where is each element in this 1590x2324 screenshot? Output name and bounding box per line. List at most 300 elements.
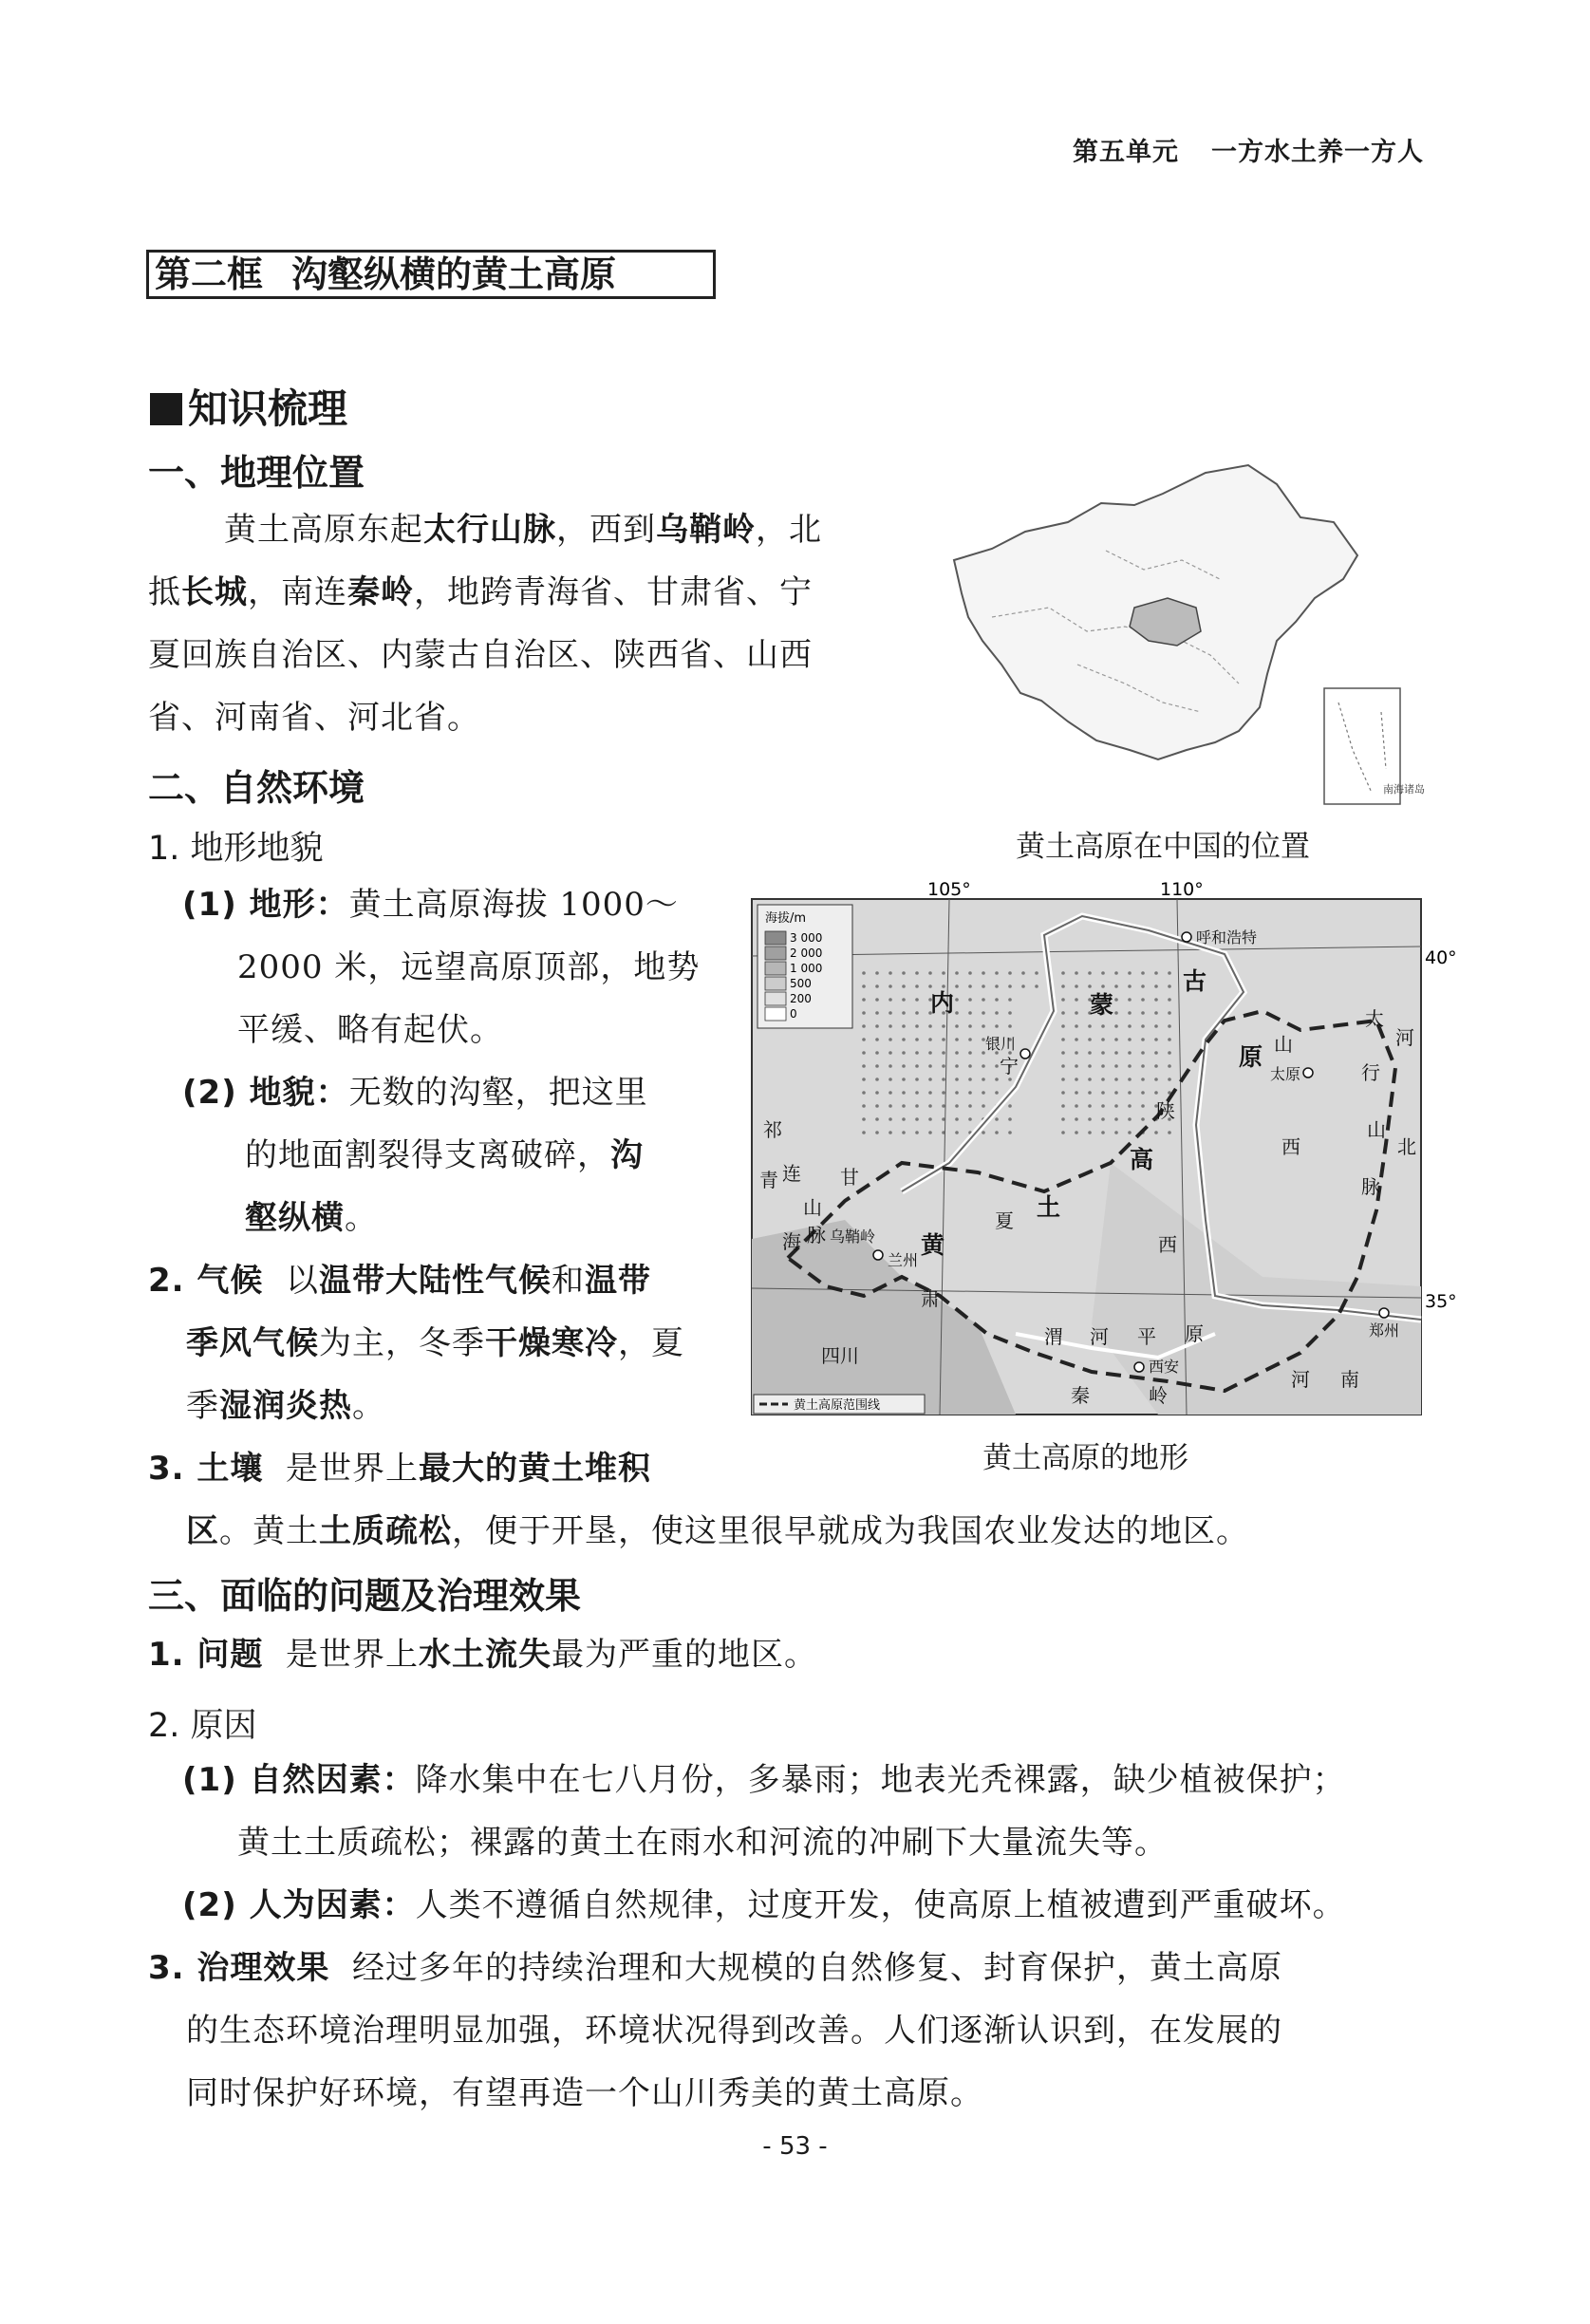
landform-line-2: 2000 米，远望高原顶部，地势	[237, 948, 701, 986]
desert-dot	[875, 1024, 879, 1028]
unit-title: 一方水土养一方人	[1211, 138, 1424, 167]
desert-dot	[1114, 1131, 1118, 1134]
label-shaanxi-1: 陕	[1156, 1099, 1175, 1122]
desert-dot	[1088, 1104, 1092, 1108]
desert-dot	[955, 1117, 959, 1121]
desert-dot	[1101, 1024, 1105, 1028]
label-sichuan: 四川	[821, 1344, 859, 1367]
page-number: - 53 -	[762, 2132, 828, 2161]
relief-line-1: (2) 地貌：无数的沟壑，把这里	[182, 1074, 648, 1112]
desert-dot	[915, 984, 919, 988]
desert-dot	[862, 1104, 866, 1108]
desert-dot	[889, 1104, 892, 1108]
desert-dot	[1154, 1011, 1158, 1015]
label-yuan: 原	[1239, 1043, 1263, 1071]
desert-dot	[902, 998, 906, 1002]
label-taihang-3: 山	[1367, 1118, 1386, 1141]
desert-dot	[1101, 1131, 1105, 1134]
china-location-map	[935, 465, 1433, 816]
desert-dot	[1061, 998, 1065, 1002]
desert-dot	[968, 984, 972, 988]
desert-dot	[1061, 1011, 1065, 1015]
desert-dot	[862, 971, 866, 975]
climate-line-1: 2. 气候 以温带大陆性气候和温带	[148, 1262, 652, 1300]
label-qinling-1: 秦	[1071, 1384, 1090, 1407]
desert-dot	[889, 1038, 892, 1041]
lon-105-label: 105°	[927, 879, 971, 900]
desert-dot	[955, 1051, 959, 1055]
desert-dot	[1075, 1051, 1078, 1055]
desert-dot	[942, 1038, 945, 1041]
legend-level-label: 1 000	[790, 962, 823, 975]
desert-dot	[1008, 1024, 1012, 1028]
heading-causes: 2. 原因	[148, 1707, 257, 1745]
desert-dot	[889, 1064, 892, 1068]
desert-dot	[889, 1091, 892, 1095]
desert-dot	[982, 1131, 985, 1134]
desert-dot	[1075, 1131, 1078, 1134]
desert-dot	[1061, 1091, 1065, 1095]
desert-dot	[995, 1011, 999, 1015]
desert-dot	[1168, 1011, 1171, 1015]
desert-dot	[928, 1104, 932, 1108]
desert-dot	[1141, 998, 1145, 1002]
climate-line-3: 季湿润炎热。	[186, 1387, 385, 1425]
desert-dot	[1128, 1011, 1132, 1015]
desert-dot	[942, 1091, 945, 1095]
desert-dot	[955, 1078, 959, 1081]
desert-dot	[875, 1038, 879, 1041]
desert-dot	[1114, 1078, 1118, 1081]
lesson-title-a: 第二框	[155, 253, 264, 295]
label-tu: 土	[1037, 1193, 1061, 1221]
desert-dot	[1101, 1117, 1105, 1121]
label-henan-2: 南	[1340, 1368, 1359, 1391]
desert-dot	[982, 998, 985, 1002]
landform-line-3: 平缓、略有起伏。	[237, 1011, 503, 1049]
label-hebei-1: 河	[1395, 1026, 1414, 1049]
desert-dot	[982, 1104, 985, 1108]
desert-dot	[1141, 1024, 1145, 1028]
desert-dot	[1128, 971, 1132, 975]
desert-dot	[968, 1104, 972, 1108]
desert-dot	[1101, 1051, 1105, 1055]
desert-dot	[1114, 998, 1118, 1002]
desert-dot	[1128, 1104, 1132, 1108]
heading-environment: 二、自然环境	[148, 767, 365, 809]
desert-dot	[1061, 984, 1065, 988]
desert-dot	[1128, 1064, 1132, 1068]
city-zhengzhou: 郑州	[1369, 1321, 1400, 1340]
label-weihe-1: 渭	[1044, 1325, 1063, 1348]
city-taiyuan: 太原	[1270, 1065, 1301, 1083]
desert-dot	[1075, 1078, 1078, 1081]
desert-dot	[915, 1104, 919, 1108]
desert-dot	[875, 1091, 879, 1095]
desert-dot	[1061, 1104, 1065, 1108]
desert-dot	[1168, 984, 1171, 988]
label-huang: 黄	[921, 1231, 945, 1259]
desert-dot	[1154, 984, 1158, 988]
desert-dot	[1141, 1064, 1145, 1068]
desert-dot	[942, 971, 945, 975]
desert-dot	[889, 998, 892, 1002]
heading-problems: 三、面临的问题及治理效果	[148, 1575, 582, 1617]
desert-dot	[982, 1091, 985, 1095]
label-gansu-2: 肃	[921, 1287, 940, 1310]
desert-dot	[1075, 971, 1078, 975]
legend-swatch	[765, 977, 786, 990]
effect-line-2: 的生态环境治理明显加强，环境状况得到改善。人们逐渐认识到，在发展的	[186, 2012, 1282, 2050]
desert-dot	[875, 971, 879, 975]
legend-level-label: 3 000	[790, 931, 823, 945]
desert-dot	[862, 1078, 866, 1081]
square-bullet-icon	[150, 393, 182, 425]
desert-dot	[1061, 971, 1065, 975]
legend-boundary-text: 黄土高原范围线	[794, 1398, 881, 1413]
desert-dot	[1008, 998, 1012, 1002]
desert-dot	[1088, 971, 1092, 975]
label-nei: 内	[930, 989, 955, 1017]
location-line-1: 黄土高原东起太行山脉，西到乌鞘岭，北	[224, 511, 822, 549]
desert-dot	[982, 984, 985, 988]
legend-swatch	[765, 946, 786, 960]
desert-dot	[1141, 1104, 1145, 1108]
label-qinghai-1: 青	[759, 1169, 778, 1191]
desert-dot	[1128, 998, 1132, 1002]
legend-swatch	[765, 931, 786, 945]
desert-dot	[968, 1117, 972, 1121]
desert-dot	[968, 1038, 972, 1041]
desert-dot	[1141, 1038, 1145, 1041]
desert-dot	[955, 1064, 959, 1068]
desert-dot	[968, 1064, 972, 1068]
desert-dot	[1114, 1011, 1118, 1015]
desert-dot	[889, 984, 892, 988]
climate-line-2: 季风气候为主，冬季干燥寒冷，夏	[186, 1324, 684, 1362]
human-cause-line: (2) 人为因素：人类不遵循自然规律，过度开发，使高原上植被遭到严重破坏。	[182, 1886, 1346, 1924]
desert-dot	[902, 1038, 906, 1041]
desert-dot	[1154, 998, 1158, 1002]
desert-dot	[915, 1011, 919, 1015]
map2-caption: 黄土高原的地形	[982, 1441, 1188, 1475]
desert-dot	[942, 1104, 945, 1108]
desert-dot	[875, 1011, 879, 1015]
desert-dot	[968, 1051, 972, 1055]
lon-110-label: 110°	[1160, 879, 1204, 900]
section-heading	[150, 378, 347, 435]
desert-dot	[968, 998, 972, 1002]
desert-dot	[1101, 1064, 1105, 1068]
label-ningxia-1: 宁	[1000, 1055, 1019, 1078]
natural-cause-line-1: (1) 自然因素：降水集中在七八月份，多暴雨；地表光秃裸露，缺少植被保护；	[182, 1761, 1346, 1799]
legend-level-label: 0	[790, 1007, 797, 1021]
desert-dot	[902, 971, 906, 975]
lesson-title-b: 沟壑纵横的黄土高原	[291, 253, 617, 295]
label-taihang-2: 行	[1361, 1061, 1380, 1084]
desert-dot	[1088, 1091, 1092, 1095]
desert-dot	[1101, 1104, 1105, 1108]
relief-line-2: 的地面割裂得支离破碎，沟	[245, 1136, 644, 1174]
desert-dot	[902, 1091, 906, 1095]
desert-dot	[875, 1078, 879, 1081]
loess-terrain-map	[731, 878, 1457, 1429]
label-taihang-1: 太	[1365, 1007, 1384, 1030]
legend-level-label: 500	[790, 977, 812, 990]
desert-dot	[995, 1064, 999, 1068]
desert-dot	[942, 1051, 945, 1055]
label-qilian-1: 祁	[763, 1118, 782, 1141]
desert-dot	[1075, 1011, 1078, 1015]
inset-label: 南海诸岛	[1383, 783, 1425, 796]
desert-dot	[955, 998, 959, 1002]
desert-dot	[1088, 1117, 1092, 1121]
desert-dot	[862, 1131, 866, 1134]
lat-40-label: 40°	[1425, 947, 1457, 968]
effect-line-1: 3. 治理效果 经过多年的持续治理和大规模的自然修复、封育保护，黄土高原	[148, 1949, 1283, 1987]
problem-line: 1. 问题 是世界上水土流失最为严重的地区。	[148, 1636, 818, 1674]
label-qinling-2: 岭	[1149, 1384, 1168, 1407]
desert-dot	[1114, 1038, 1118, 1041]
desert-dot	[1114, 1051, 1118, 1055]
desert-dot	[1154, 1038, 1158, 1041]
desert-dot	[915, 1024, 919, 1028]
label-henan-1: 河	[1291, 1368, 1310, 1391]
desert-dot	[1168, 1131, 1171, 1134]
legend-level-label: 200	[790, 992, 812, 1005]
desert-dot	[1088, 1064, 1092, 1068]
desert-dot	[875, 1051, 879, 1055]
desert-dot	[902, 1131, 906, 1134]
desert-dot	[1101, 1078, 1105, 1081]
desert-dot	[1035, 971, 1038, 975]
city-huhehaote: 呼和浩特	[1196, 928, 1258, 946]
desert-dot	[955, 971, 959, 975]
desert-dot	[889, 1051, 892, 1055]
section-heading-text: 知识梳理	[188, 385, 348, 432]
lat-35-label: 35°	[1425, 1291, 1457, 1312]
desert-dot	[1008, 971, 1012, 975]
desert-dot	[1154, 1051, 1158, 1055]
map1-caption: 黄土高原在中国的位置	[1016, 830, 1310, 864]
desert-dot	[1101, 1038, 1105, 1041]
desert-dot	[955, 1011, 959, 1015]
desert-dot	[955, 984, 959, 988]
label-gu: 古	[1183, 967, 1207, 995]
desert-dot	[1154, 1078, 1158, 1081]
label-weihe-plain-2: 原	[1185, 1322, 1204, 1345]
desert-dot	[928, 1078, 932, 1081]
desert-dot	[915, 1038, 919, 1041]
desert-dot	[1088, 984, 1092, 988]
label-shanxi-1: 山	[1274, 1033, 1293, 1056]
desert-dot	[1061, 1078, 1065, 1081]
desert-dot	[1114, 1064, 1118, 1068]
desert-dot	[982, 1024, 985, 1028]
desert-dot	[1128, 1117, 1132, 1121]
desert-dot	[915, 998, 919, 1002]
desert-dot	[1128, 1078, 1132, 1081]
desert-dot	[1061, 1131, 1065, 1134]
desert-dot	[982, 1064, 985, 1068]
legend-title: 海拔/m	[765, 911, 807, 926]
desert-dot	[875, 998, 879, 1002]
desert-dot	[1061, 1051, 1065, 1055]
desert-dot	[1114, 1104, 1118, 1108]
desert-dot	[915, 1131, 919, 1134]
lesson-title-box	[146, 250, 716, 299]
elevation-legend	[758, 905, 852, 1028]
desert-dot	[875, 1064, 879, 1068]
desert-dot	[1141, 1078, 1145, 1081]
desert-dot	[1114, 971, 1118, 975]
label-weihe-plain-1: 平	[1137, 1325, 1156, 1348]
unit-number: 第五单元	[1073, 138, 1179, 167]
city-lanzhou: 兰州	[888, 1251, 919, 1269]
desert-dot	[1008, 1104, 1012, 1108]
desert-dot	[862, 1011, 866, 1015]
desert-dot	[928, 984, 932, 988]
desert-dot	[982, 1078, 985, 1081]
desert-dot	[1101, 971, 1105, 975]
desert-dot	[1168, 1078, 1171, 1081]
desert-dot	[862, 1064, 866, 1068]
desert-dot	[1128, 984, 1132, 988]
desert-dot	[902, 984, 906, 988]
desert-dot	[902, 1064, 906, 1068]
desert-dot	[1088, 1051, 1092, 1055]
desert-dot	[995, 1024, 999, 1028]
label-qilian-2: 连	[782, 1162, 801, 1185]
desert-dot	[1061, 1024, 1065, 1028]
desert-dot	[1141, 971, 1145, 975]
desert-dot	[1141, 1091, 1145, 1095]
heading-location: 一、地理位置	[148, 452, 365, 494]
desert-dot	[1008, 1078, 1012, 1081]
desert-dot	[928, 1131, 932, 1134]
desert-dot	[889, 1078, 892, 1081]
desert-dot	[1021, 984, 1025, 988]
desert-dot	[1154, 1091, 1158, 1095]
soil-line-2: 区。黄土土质疏松，便于开垦，使这里很早就成为我国农业发达的地区。	[186, 1512, 1249, 1550]
desert-dot	[1141, 1117, 1145, 1121]
desert-dot	[1075, 998, 1078, 1002]
desert-dot	[915, 1078, 919, 1081]
desert-dot	[1088, 1024, 1092, 1028]
desert-dot	[995, 1131, 999, 1134]
label-taihang-4: 脉	[1361, 1175, 1380, 1198]
desert-dot	[928, 1051, 932, 1055]
desert-dot	[955, 1131, 959, 1134]
desert-dot	[982, 971, 985, 975]
desert-dot	[1168, 1024, 1171, 1028]
desert-dot	[995, 1117, 999, 1121]
heading-landform: 1. 地形地貌	[148, 830, 324, 868]
desert-dot	[915, 1117, 919, 1121]
desert-dot	[1168, 1038, 1171, 1041]
desert-dot	[902, 1051, 906, 1055]
desert-dot	[968, 1078, 972, 1081]
desert-dot	[1114, 1117, 1118, 1121]
desert-dot	[995, 1091, 999, 1095]
desert-dot	[982, 1011, 985, 1015]
desert-dot	[1075, 1104, 1078, 1108]
desert-dot	[995, 1078, 999, 1081]
desert-dot	[1128, 1051, 1132, 1055]
desert-dot	[955, 1091, 959, 1095]
desert-dot	[1061, 1117, 1065, 1121]
desert-dot	[942, 1064, 945, 1068]
desert-dot	[1168, 1051, 1171, 1055]
desert-dot	[1114, 984, 1118, 988]
desert-dot	[875, 1117, 879, 1121]
desert-dot	[862, 998, 866, 1002]
desert-dot	[1128, 1038, 1132, 1041]
desert-dot	[915, 1064, 919, 1068]
desert-dot	[889, 1131, 892, 1134]
legend-swatch	[765, 992, 786, 1005]
desert-dot	[1008, 984, 1012, 988]
desert-dot	[928, 1024, 932, 1028]
desert-dot	[942, 984, 945, 988]
desert-dot	[1075, 1091, 1078, 1095]
boundary-legend	[754, 1395, 925, 1414]
desert-dot	[1075, 1064, 1078, 1068]
desert-dot	[1101, 1091, 1105, 1095]
desert-dot	[862, 1024, 866, 1028]
label-shaanxi-2: 西	[1158, 1233, 1177, 1256]
desert-dot	[968, 1011, 972, 1015]
desert-dot	[889, 1011, 892, 1015]
desert-dot	[1154, 1024, 1158, 1028]
desert-dot	[1021, 971, 1025, 975]
desert-dot	[915, 971, 919, 975]
legend-swatch	[765, 1007, 786, 1021]
location-line-4: 省、河南省、河北省。	[148, 699, 480, 737]
desert-dot	[1141, 1051, 1145, 1055]
city-xian: 西安	[1149, 1358, 1180, 1376]
desert-dot	[1008, 1131, 1012, 1134]
label-wushaoling: 乌鞘岭	[830, 1228, 876, 1246]
desert-dot	[902, 1078, 906, 1081]
desert-dot	[942, 1078, 945, 1081]
desert-dot	[1075, 1024, 1078, 1028]
desert-dot	[875, 1131, 879, 1134]
desert-dot	[889, 1024, 892, 1028]
desert-dot	[1128, 1131, 1132, 1134]
desert-dot	[902, 1104, 906, 1108]
legend-swatch	[765, 962, 786, 975]
desert-dot	[1154, 1131, 1158, 1134]
desert-dot	[1168, 998, 1171, 1002]
desert-dot	[968, 1024, 972, 1028]
desert-dot	[1141, 984, 1145, 988]
desert-dot	[1168, 971, 1171, 975]
desert-dot	[915, 1051, 919, 1055]
desert-dot	[928, 971, 932, 975]
natural-cause-line-2: 黄土土质疏松；裸露的黄土在雨水和河流的冲刷下大量流失等。	[237, 1824, 1168, 1862]
label-qinghai-2: 海	[782, 1230, 801, 1253]
label-meng: 蒙	[1090, 991, 1114, 1019]
desert-dot	[1075, 984, 1078, 988]
soil-line-1: 3. 土壤 是世界上最大的黄土堆积	[148, 1450, 652, 1488]
desert-dot	[915, 1091, 919, 1095]
desert-dot	[928, 1091, 932, 1095]
location-line-3: 夏回族自治区、内蒙古自治区、陕西省、山西	[148, 636, 813, 674]
desert-dot	[1088, 1131, 1092, 1134]
desert-dot	[902, 1011, 906, 1015]
desert-dot	[928, 1117, 932, 1121]
